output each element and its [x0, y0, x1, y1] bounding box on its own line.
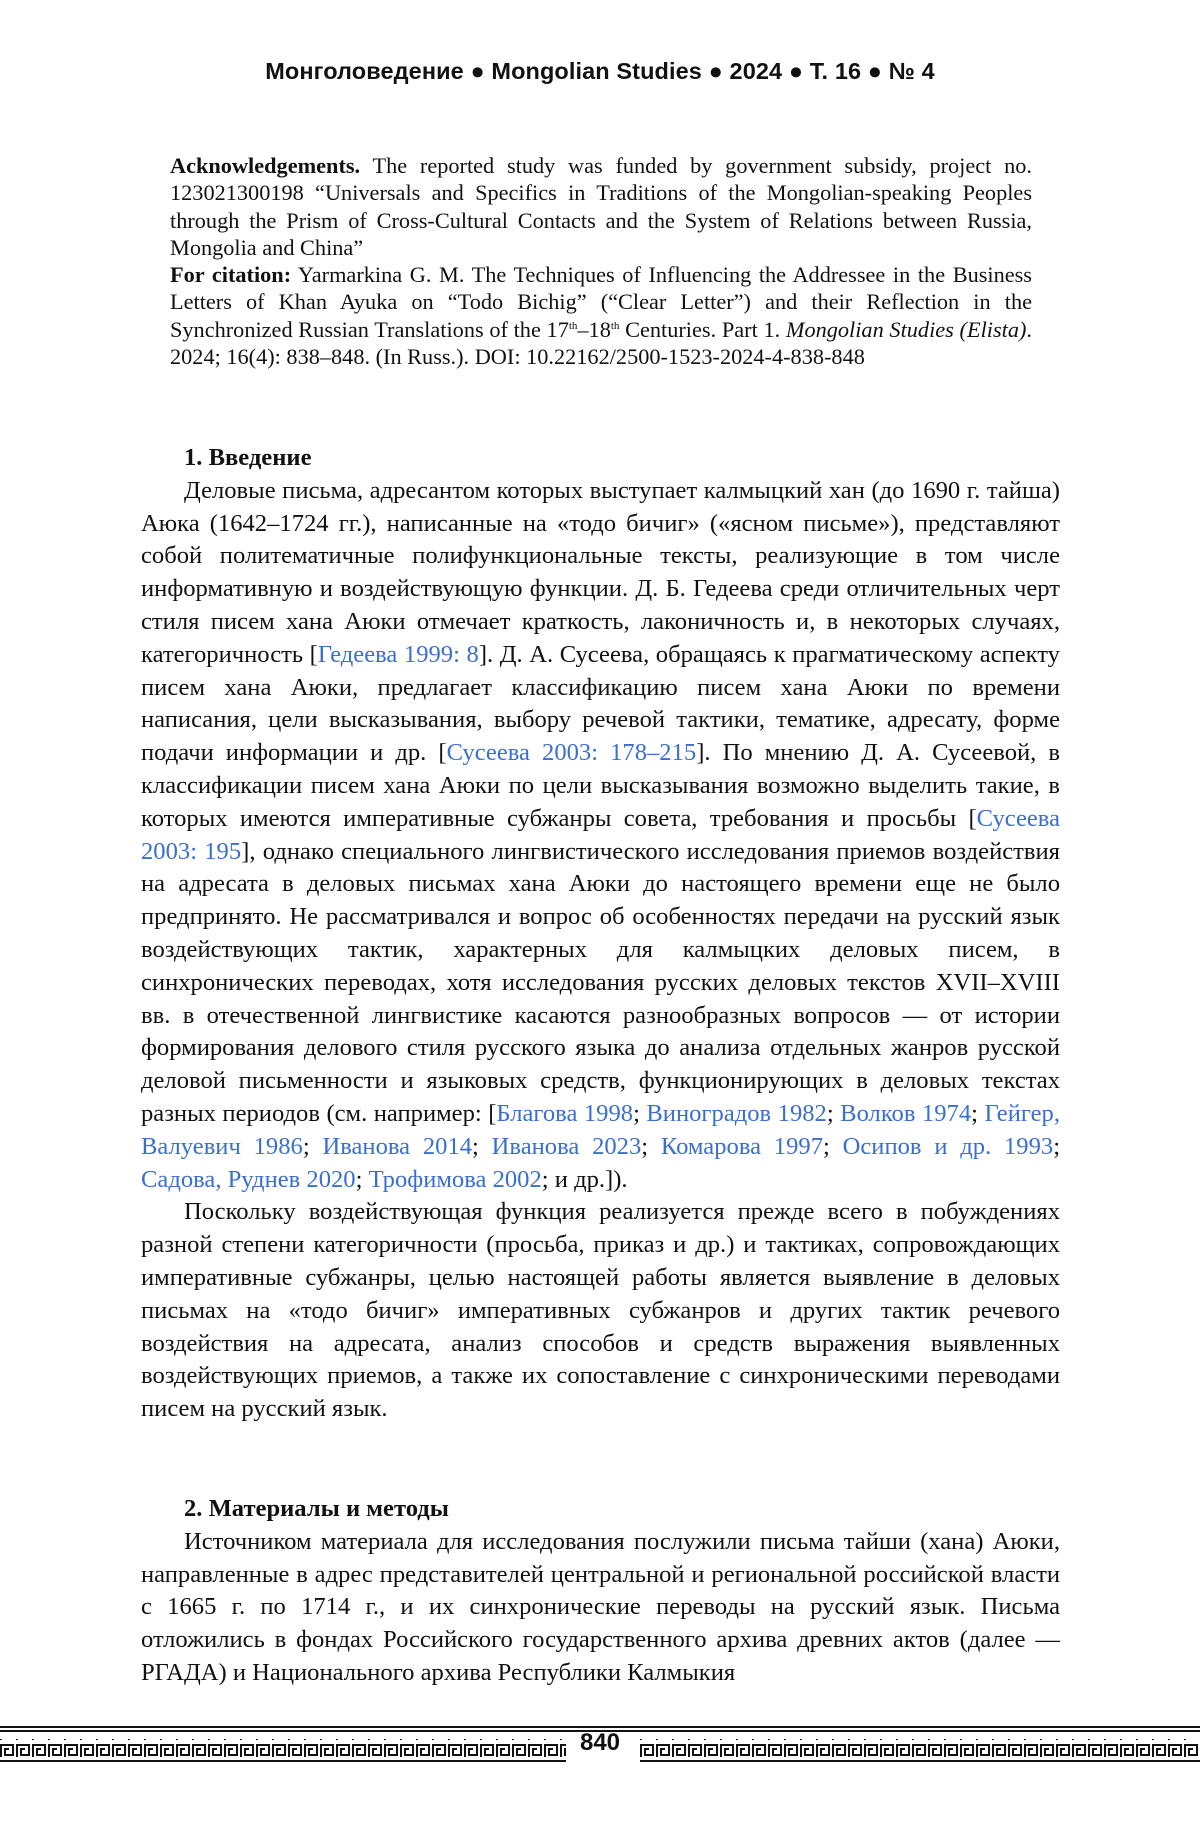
section-heading: 1. Введение [184, 444, 312, 471]
acknowledgements-text: The reported study was funded by government subsidy, project no. 123021300198 “Universals and Specifics in Traditions of the Mongolian-speaking Peoples through the Prism of Cross-Cultural Contacts and the System of Relations between Russia, Mongolia and China” [170, 153, 1032, 260]
reference-link[interactable]: Благова 1998 [496, 1099, 634, 1127]
paragraph-text: ], однако специального лингвистического исследования приемов воздействия на адресата в деловых письмах хана Аюки до настоящего времени еще не было предпринято. Не рассматривался и вопрос об особенностях передачи на русский язык воздействующих тактик, характерных для калмыцких деловых писем, в синхронических переводах, хотя исследования русских деловых текстов XVII–XVIII вв. в отечественной лингвистике касаются разнообразных вопросов — от истории формирования делового стиля русского языка до анализа отдельных жанров русской деловой письменности и языковых средств, функционирующих в деловых текстах разных периодов (см. например: [ [141, 837, 1060, 1127]
citation-journal: Mongolian Studies (Elista) [785, 316, 1027, 342]
separator: ; [633, 1099, 647, 1127]
paragraph-text: ]. По мнению Д. А. Сусеевой, в классификации писем хана Аюки по цели высказывания возможно выделить такие, в которых имеются императивные субжанры совета, требования и просьбы [ [141, 739, 1060, 832]
page-footer [0, 1724, 1200, 1768]
reference-link[interactable]: Гейгер, Валуевич 1986 [141, 1099, 1060, 1160]
reference-link[interactable]: Волков 1974 [840, 1099, 972, 1127]
separator: ; [971, 1099, 985, 1127]
paragraph: Источником материала для исследования послужили письма тайши (хана) Аюки, направленные в адрес представителей центральной и региональной российской власти с 1665 г. по 1714 г., и их синхронические переводы на русский язык. Письма отложились в фондах Российского государственного архива древних актов (далее — РГАДА) и Национального архива Республики Калмыкия [141, 1527, 1060, 1686]
section-materials-methods [141, 1493, 1060, 1690]
article-metadata [170, 152, 1032, 370]
reference-link[interactable]: Осипов и др. 1993 [842, 1132, 1054, 1160]
reference-link[interactable]: Гедеева 1999: 8 [317, 640, 479, 668]
reference-link[interactable]: Сусеева 2003: 178–215 [446, 739, 697, 767]
separator: ; [1053, 1132, 1061, 1160]
reference-link[interactable]: Садова, Руднев 2020 [141, 1165, 356, 1193]
separator: ; [641, 1132, 661, 1160]
reference-link[interactable]: Виноградов 1982 [646, 1099, 827, 1127]
separator: ; [302, 1132, 323, 1160]
citation-text: . 2024; 16(4): 838–848. (In Russ.). DOI: 10.22162/2500-1523-2024-4-838-848 [170, 316, 1032, 370]
citation-text: Yarmarkina G. M. The Techniques of Influencing the Addressee in the Business Letters of Khan Ayuka on “Todo Bichig” (“Clear Letter”) and their Reflection in the Synchronized Russian Translations of the 17 [170, 262, 1032, 342]
running-head: Монголоведение ● Mongolian Studies ● 2024 ● Т. 16 ● № 4 [265, 58, 935, 84]
citation-superscript: th [610, 319, 620, 332]
acknowledgements-label: Acknowledgements. [170, 153, 361, 178]
reference-link[interactable]: Сусеева 2003: 195 [141, 804, 1060, 865]
paragraph-text: ]. Д. А. Сусеева, обращаясь к прагматическому аспекту писем хана Аюки, предлагает классификацию писем хана Аюки по времени написания, цели высказывания, выбору речевой тактики, тематике, адресату, форме подачи информации и др. [ [141, 640, 1060, 767]
citation-text: –18 [577, 316, 611, 342]
paragraph-text: Деловые письма, адресантом которых выступает калмыцкий хан (до 1690 г. тайша) Аюка (1642–1724 гг.), написанные на «тодо бичиг» («ясном письме»), представляют собой политематичные полифункциональные тексты, реализующие в том числе информативную и воздействующую функции. Д. Б. Гедеева среди отличительных черт стиля писем хана Аюки отмечает краткость, лаконичность и, в некоторых случаях, категоричность [ [141, 476, 1060, 668]
reference-link[interactable]: Иванова 2014 [322, 1132, 473, 1160]
reference-link[interactable]: Трофимова 2002 [368, 1165, 542, 1193]
paragraph: Поскольку воздействующая функция реализуется прежде всего в побуждениях разной степени категоричности (просьба, приказ и др.) и тактиках, сопровождающих императивные субжанры, целью настоящей работы является выявление в деловых письмах на «тодо бичиг» императивных субжанров и других тактик речевого воздействия на адресата, анализ способов и средств выражения выявленных воздействующих приемов, а также их сопоставление с синхроническими переводами писем на русский язык. [141, 1198, 1060, 1423]
section-introduction [141, 442, 1060, 1426]
section-heading: 2. Материалы и методы [184, 1495, 449, 1522]
separator: ; [823, 1132, 843, 1160]
acknowledgements [170, 152, 1032, 261]
page-number: 840 [579, 1729, 621, 1756]
citation-superscript: th [568, 319, 578, 332]
citation [170, 261, 1032, 370]
paragraph [141, 475, 1060, 1197]
reference-link[interactable]: Иванова 2023 [491, 1132, 642, 1160]
separator: ; [355, 1165, 369, 1193]
citation-label: For citation: [170, 262, 292, 288]
separator: ; [472, 1132, 492, 1160]
paragraph-text: ; и др.]). [541, 1165, 628, 1193]
reference-link[interactable]: Комарова 1997 [660, 1132, 823, 1160]
citation-text: Centuries. Part 1. [619, 316, 786, 342]
separator: ; [826, 1099, 841, 1127]
